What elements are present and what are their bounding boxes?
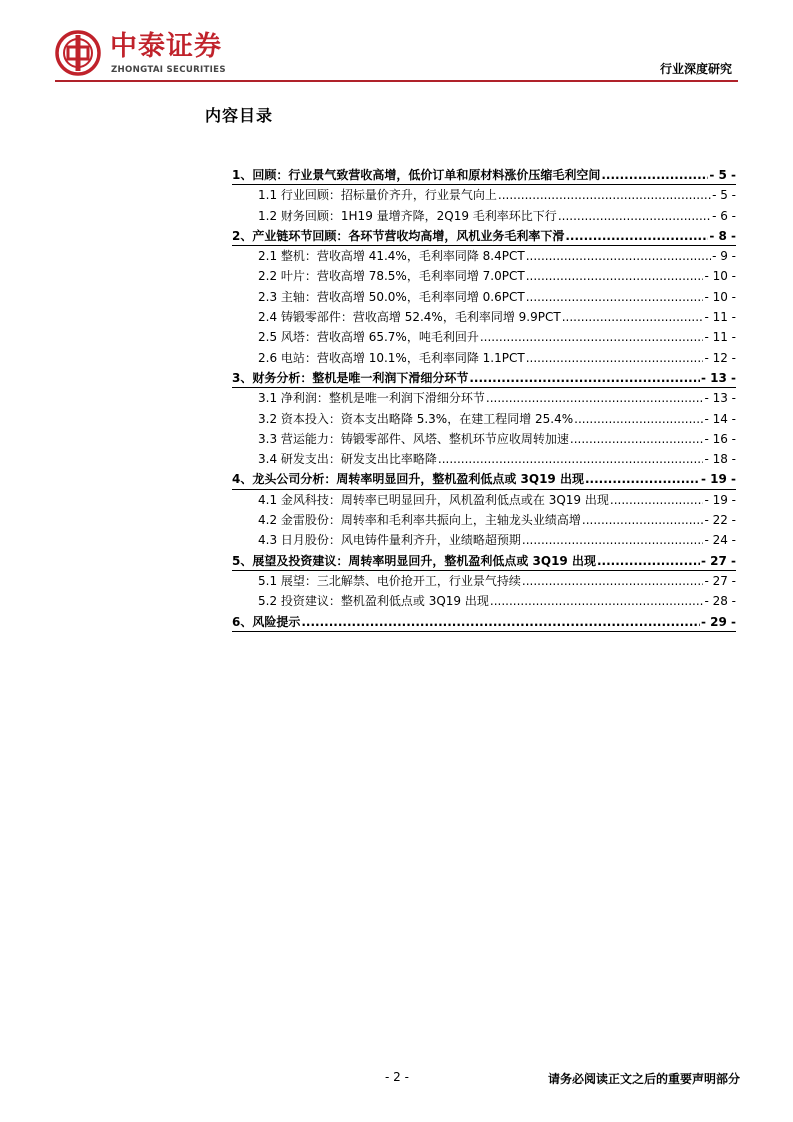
toc-entry-page: - 19 - — [704, 492, 736, 507]
toc-entry-title: 5.2 投资建议：整机盈利低点或 3Q19 出现 — [258, 594, 489, 609]
toc-dot-leader — [469, 368, 700, 388]
toc-dot-leader — [522, 571, 704, 591]
toc-entry-page: - 11 - — [704, 310, 736, 325]
toc-dot-leader — [480, 327, 704, 347]
toc-entry[interactable] — [222, 185, 736, 205]
toc-entry-page: - 22 - — [704, 513, 736, 528]
toc-entry-page: - 11 - — [704, 330, 736, 345]
toc-entry-page: - 10 - — [704, 269, 736, 284]
toc-entry-title: 2.1 整机：营收高增 41.4%，毛利率同降 8.4PCT — [258, 249, 525, 264]
toc-entry-title: 2.5 风塔：营收高增 65.7%，吨毛利回升 — [258, 330, 479, 345]
toc-dot-leader — [597, 551, 700, 571]
toc-dot-leader — [601, 165, 708, 185]
toc-entry[interactable] — [222, 571, 736, 591]
toc-entry-title: 3.4 研发支出：研发支出比率略降 — [258, 452, 437, 467]
toc-entry[interactable] — [222, 429, 736, 449]
toc-entry[interactable] — [222, 530, 736, 550]
toc-dot-leader — [498, 185, 711, 205]
toc-dot-leader — [490, 591, 704, 611]
toc-entry-page: - 5 - — [712, 188, 736, 203]
toc-entry-title: 3、财务分析：整机是唯一利润下滑细分环节 — [232, 370, 469, 385]
toc-entry[interactable] — [222, 551, 736, 571]
toc-entry[interactable] — [222, 490, 736, 510]
toc-entry-page: - 10 - — [704, 289, 736, 304]
page-number: - 2 - — [385, 1070, 409, 1084]
toc-entry[interactable] — [222, 612, 736, 632]
toc-entry-title: 6、风险提示 — [232, 614, 301, 629]
toc-entry[interactable] — [222, 226, 736, 246]
toc-entry[interactable] — [222, 327, 736, 347]
toc-dot-leader — [558, 206, 711, 226]
toc-entry[interactable] — [222, 348, 736, 368]
toc-entry-page: - 28 - — [704, 594, 736, 609]
toc-entry-title: 4.3 日月股份：风电铸件量利齐升，业绩略超预期 — [258, 533, 521, 548]
toc-dot-leader — [486, 388, 704, 408]
toc-entry-title: 5、展望及投资建议：周转率明显回升，整机盈利低点或 3Q19 出现 — [232, 553, 596, 568]
toc-entry-title: 1.1 行业回顾：招标量价齐升，行业景气向上 — [258, 188, 497, 203]
toc-entry-page: - 27 - — [700, 553, 736, 568]
toc-entry-page: - 14 - — [704, 411, 736, 426]
disclaimer-note: 请务必阅读正文之后的重要声明部分 — [547, 1072, 740, 1086]
toc-entry-title: 2.4 铸锻零部件：营收高增 52.4%，毛利率同增 9.9PCT — [258, 310, 561, 325]
toc-entry-page: - 6 - — [712, 208, 736, 223]
toc-entry[interactable] — [222, 368, 736, 388]
toc-entry-page: - 13 - — [704, 391, 736, 406]
toc-entry-page: - 13 - — [700, 370, 736, 385]
toc-entry[interactable] — [222, 206, 736, 226]
toc-entry[interactable] — [222, 469, 736, 489]
zhongtai-logo-icon — [55, 30, 101, 76]
toc-entry[interactable] — [222, 266, 736, 286]
logo-chinese-name: 中泰证券 — [110, 31, 222, 62]
toc-dot-leader — [565, 226, 708, 246]
toc-entry-page: - 18 - — [704, 452, 736, 467]
toc-dot-leader — [562, 307, 704, 327]
toc-entry[interactable] — [222, 246, 736, 266]
toc-dot-leader — [526, 348, 704, 368]
toc-entry-page: - 5 - — [709, 168, 736, 182]
toc-entry-page: - 8 - — [709, 228, 736, 243]
toc-entry[interactable] — [222, 449, 736, 469]
toc-dot-leader — [526, 266, 704, 286]
toc-entry-title: 2.3 主轴：营收高增 50.0%，毛利率同增 0.6PCT — [258, 289, 525, 304]
toc-entry-page: - 12 - — [704, 350, 736, 365]
toc-entry[interactable] — [222, 591, 736, 611]
toc-entry-title: 4.2 金雷股份：周转率和毛利率共振向上，主轴龙头业绩高增 — [258, 513, 581, 528]
toc-dot-leader — [574, 409, 703, 429]
toc-dot-leader — [301, 612, 700, 632]
toc-dot-leader — [570, 429, 704, 449]
toc-entry-title: 1、回顾：行业景气致营收高增，低价订单和原材料涨价压缩毛利空间 — [232, 168, 601, 182]
toc-dot-leader — [526, 246, 711, 266]
toc-heading: 内容目录 — [205, 106, 274, 125]
table-of-contents — [222, 165, 736, 632]
toc-dot-leader — [582, 510, 704, 530]
toc-entry[interactable] — [222, 165, 736, 185]
toc-entry-page: - 19 - — [700, 472, 736, 487]
toc-entry-page: - 27 - — [704, 573, 736, 588]
toc-dot-leader — [526, 287, 704, 307]
company-logo — [55, 30, 245, 80]
toc-entry[interactable] — [222, 409, 736, 429]
toc-entry-page: - 29 - — [700, 614, 736, 629]
toc-entry-page: - 9 - — [712, 249, 736, 264]
logo-english-name: ZHONGTAI SECURITIES — [111, 65, 226, 75]
toc-entry-title: 5.1 展望：三北解禁、电价抢开工，行业景气持续 — [258, 573, 521, 588]
toc-entry-title: 3.3 营运能力：铸锻零部件、风塔、整机环节应收周转加速 — [258, 431, 569, 446]
toc-entry-title: 2.6 电站：营收高增 10.1%，毛利率同降 1.1PCT — [258, 350, 525, 365]
toc-entry[interactable] — [222, 510, 736, 530]
toc-entry[interactable] — [222, 307, 736, 327]
toc-entry[interactable] — [222, 287, 736, 307]
toc-entry-page: - 16 - — [704, 431, 736, 446]
toc-entry-page: - 24 - — [704, 533, 736, 548]
toc-dot-leader — [438, 449, 704, 469]
header-divider — [55, 80, 738, 82]
toc-dot-leader — [585, 469, 700, 489]
toc-entry[interactable] — [222, 388, 736, 408]
toc-entry-title: 4.1 金风科技：周转率已明显回升，风机盈利低点或在 3Q19 出现 — [258, 492, 609, 507]
toc-dot-leader — [522, 530, 704, 550]
toc-entry-title: 3.2 资本投入：资本支出略降 5.3%，在建工程同增 25.4% — [258, 411, 574, 426]
toc-dot-leader — [610, 490, 704, 510]
toc-entry-title: 3.1 净利润：整机是唯一利润下滑细分环节 — [258, 391, 485, 406]
toc-entry-title: 2.2 叶片：营收高增 78.5%，毛利率同增 7.0PCT — [258, 269, 525, 284]
toc-entry-title: 2、产业链环节回顾：各环节营收均高增，风机业务毛利率下滑 — [232, 228, 565, 243]
toc-entry-title: 1.2 财务回顾：1H19 量增齐降，2Q19 毛利率环比下行 — [258, 208, 557, 223]
report-type: 行业深度研究 — [659, 62, 732, 76]
toc-entry-title: 4、龙头公司分析：周转率明显回升，整机盈利低点或 3Q19 出现 — [232, 472, 584, 487]
